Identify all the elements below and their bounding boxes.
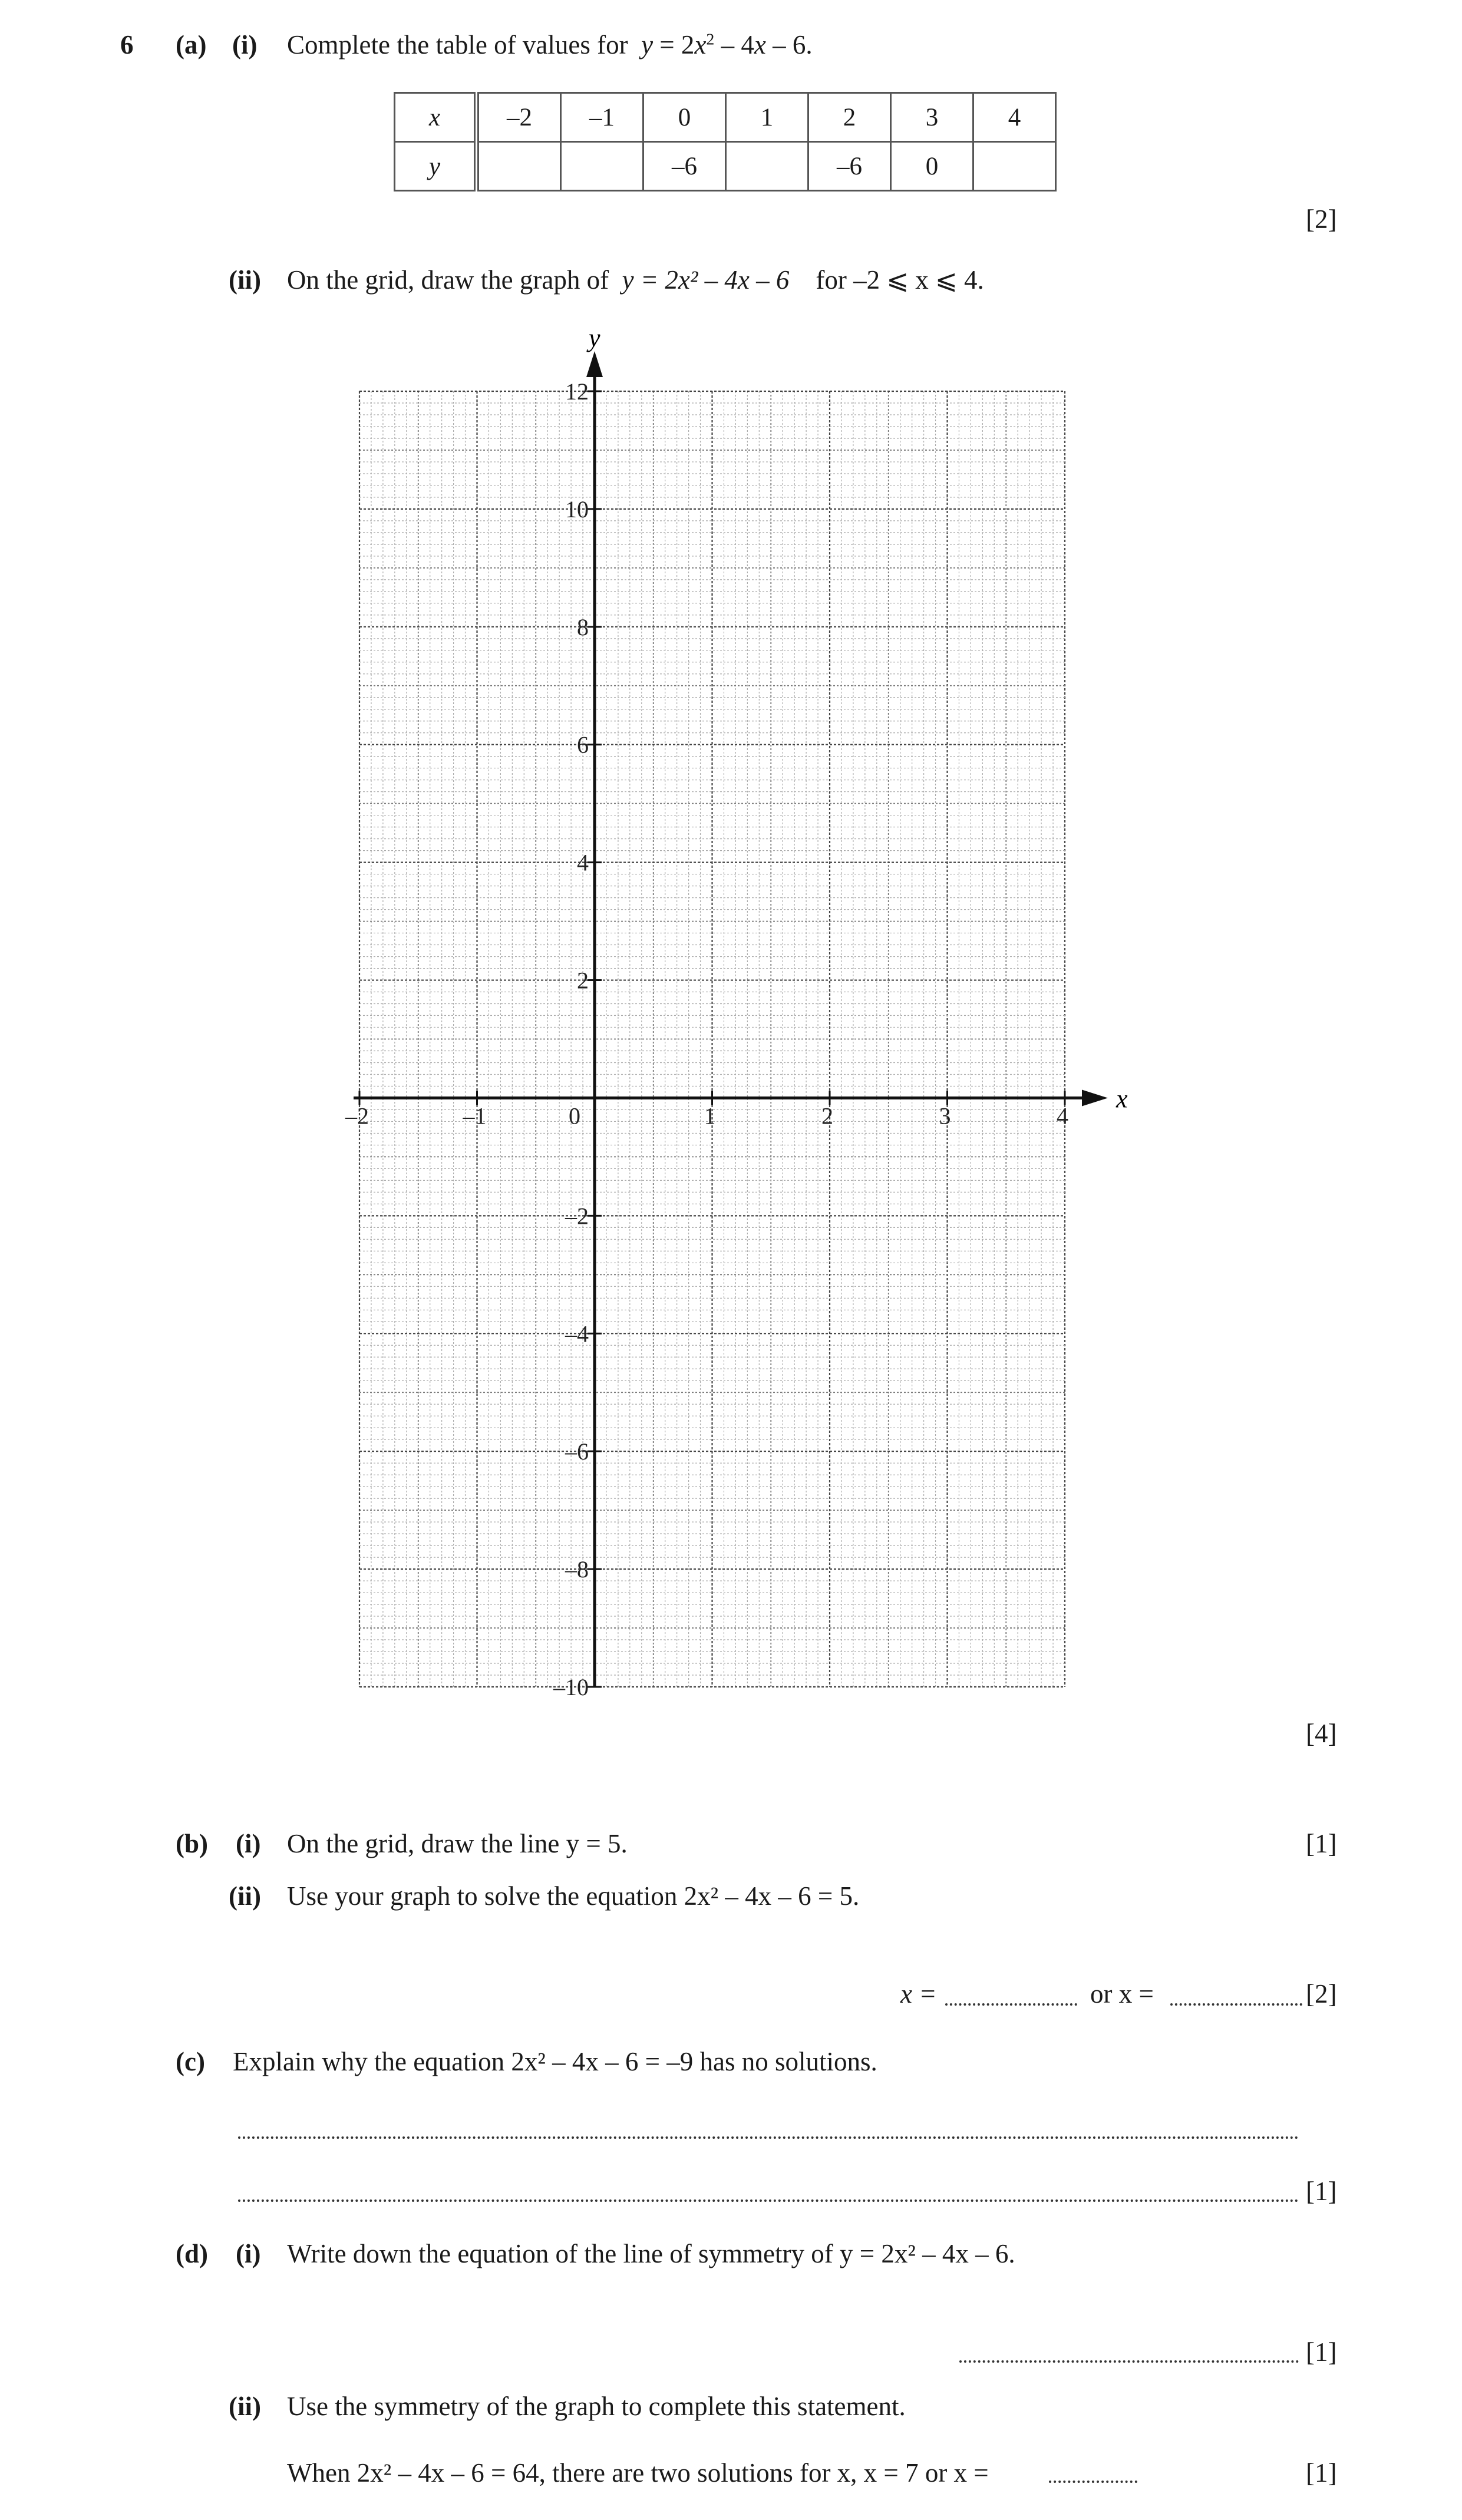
x-tick-label: –1: [463, 1102, 487, 1129]
y-tick-label: 2: [577, 967, 589, 994]
x-tick-label: 4: [1057, 1102, 1068, 1129]
marks-a-ii: [4]: [1306, 1719, 1337, 1748]
table-cell-x: 4: [973, 93, 1056, 142]
question-number: 6: [120, 30, 134, 60]
part-b-ii-label: (ii): [229, 1881, 261, 1911]
marks-d-i: [1]: [1306, 2337, 1337, 2367]
part-d-ii-answer-field[interactable]: [1049, 2481, 1137, 2483]
part-d-label: (d): [176, 2239, 208, 2268]
marks-b-ii: [2]: [1306, 1979, 1337, 2009]
y-tick-label: 6: [577, 731, 589, 758]
part-d-i-text: Write down the equation of the line of symmetry of y = 2x² – 4x – 6.: [287, 2239, 1015, 2268]
y-axis-label: y: [589, 323, 600, 352]
x-axis-label: x: [1116, 1084, 1128, 1114]
table-cell-y: –6: [808, 142, 891, 191]
part-c-label: (c): [176, 2047, 205, 2076]
part-a-ii-label: (ii): [229, 265, 261, 295]
part-b-i-label: (i): [236, 1829, 261, 1858]
table-cell-y: –6: [643, 142, 726, 191]
table-header-y: y: [395, 142, 477, 191]
part-b-ii-text: Use your graph to solve the equation 2x² – 4x – 6 = 5.: [287, 1881, 860, 1911]
table-cell-x: 0: [643, 93, 726, 142]
answer-x2-field[interactable]: [1170, 2003, 1302, 2006]
marks-a-i: [2]: [1306, 204, 1337, 234]
x-tick-label: 3: [939, 1102, 951, 1129]
marks-c: [1]: [1306, 2176, 1337, 2206]
part-c-answer-line-1[interactable]: [238, 2136, 1299, 2139]
x-tick-label: 2: [821, 1102, 833, 1129]
y-axis-arrow: [586, 351, 603, 377]
marks-b-i: [1]: [1306, 1829, 1337, 1858]
part-d-i-answer-field[interactable]: [959, 2360, 1299, 2363]
table-cell-x: 3: [891, 93, 973, 142]
table-cell-y: 0: [891, 142, 973, 191]
y-tick-label: 10: [565, 496, 589, 523]
part-d-ii-statement: When 2x² – 4x – 6 = 64, there are two solutions for x, x = 7 or x =: [287, 2458, 989, 2488]
answer-x1-label: x =: [900, 1979, 937, 2009]
answer-x1-field[interactable]: [945, 2003, 1077, 2006]
x-tick-label: –2: [345, 1102, 369, 1129]
part-c-text: Explain why the equation 2x² – 4x – 6 = –9 has no solutions.: [233, 2047, 877, 2076]
part-c-answer-line-2[interactable]: [238, 2199, 1299, 2202]
part-d-i-label: (i): [236, 2239, 261, 2268]
y-tick-label: 12: [565, 378, 589, 405]
y-tick-label: –4: [565, 1320, 589, 1347]
y-tick-label: 4: [577, 849, 589, 876]
table-cell-x: 2: [808, 93, 891, 142]
marks-d-ii: [1]: [1306, 2458, 1337, 2488]
x-tick-label: 1: [704, 1102, 716, 1129]
y-tick-label: –2: [565, 1203, 589, 1230]
part-b-label: (b): [176, 1829, 208, 1858]
part-a-i-label: (i): [232, 30, 258, 60]
x-axis-arrow: [1082, 1089, 1108, 1106]
y-tick-label: –8: [565, 1556, 589, 1583]
part-a-i-text: Complete the table of values for $y = 2x^2 - 4x - 6$.: [287, 30, 813, 60]
part-b-i-text: On the grid, draw the line y = 5.: [287, 1829, 628, 1858]
part-d-ii-label: (ii): [229, 2392, 261, 2421]
part-d-ii-text: Use the symmetry of the graph to complete this statement.: [287, 2392, 906, 2421]
table-header-x: x: [395, 93, 477, 142]
y-tick-label: –10: [553, 1674, 589, 1700]
table-cell-x: 1: [726, 93, 808, 142]
answer-x2-label: or x =: [1090, 1979, 1154, 2009]
table-cell-x: –2: [477, 93, 561, 142]
part-a-label: (a): [176, 30, 207, 60]
y-tick-label: –6: [565, 1438, 589, 1465]
table-cell-x: –1: [561, 93, 643, 142]
y-tick-label: 8: [577, 613, 589, 640]
x-tick-label: 0: [569, 1102, 580, 1129]
part-a-ii-text: On the grid, draw the graph of y = 2x² – 4x – 6 for –2 ⩽ x ⩽ 4.: [287, 265, 984, 295]
